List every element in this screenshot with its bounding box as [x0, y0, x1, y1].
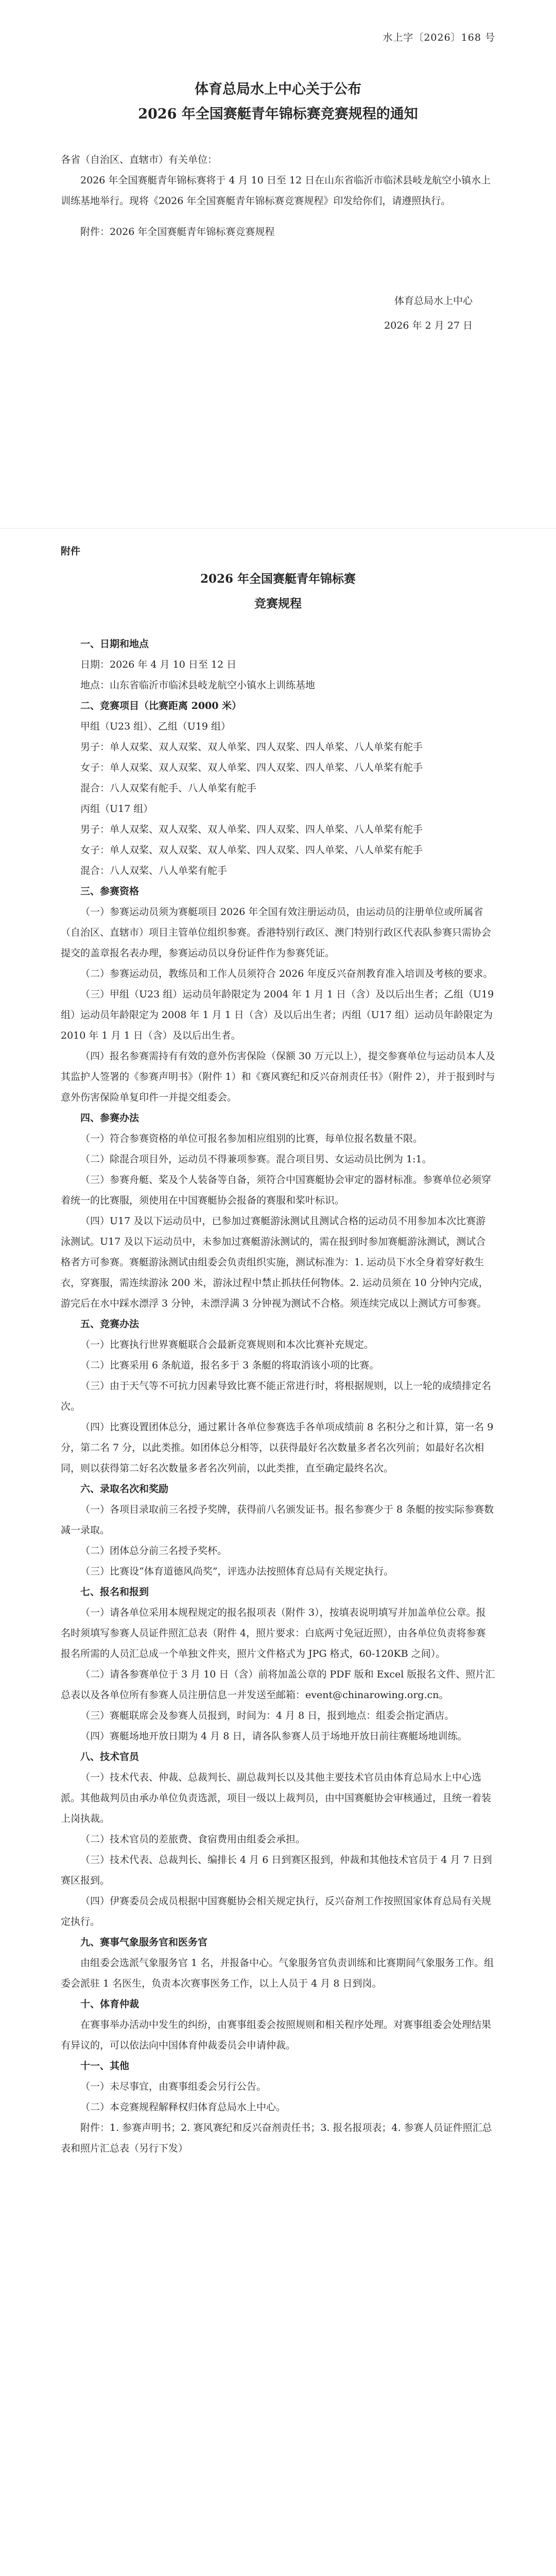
rule-paragraph: （三）赛艇联席会及参赛人员报到，时间为：4 月 8 日，报到地点：组委会指定酒店。 [80, 1710, 455, 1721]
notice-body [61, 149, 495, 242]
rule-paragraph: 甲组（U23 组）、乙组（U19 组） [80, 721, 231, 732]
rule-paragraph: （三）甲组（U23 组）运动员年龄限定为 2004 年 1 月 1 日（含）及以后出生者；乙组（U19 组）运动员年龄限定为 2008 年 1 月 1 日（含）及以后出生者；丙组（U17 组）运动员年龄限定为 2010 年 1 月 1 日（含）及以后出生者。 [61, 989, 494, 1041]
appendix-title [61, 567, 495, 616]
rule-paragraph: （二）请各参赛单位于 3 月 10 日（含）前将加盖公章的 PDF 版和 Excel 版报名文件、照片汇总表以及各单位所有参赛人员注册信息一并发送至邮箱：event@chinarowing.org.cn。 [61, 1669, 495, 1701]
section-heading: 七、报名和报到 [80, 1586, 149, 1598]
rule-paragraph: （一）各项目录取前三名授予奖牌，获得前八名颁发证书。报名参赛少于 8 条艇的按实际参赛数减一录取。 [61, 1504, 494, 1536]
section-heading: 十一、其他 [80, 2060, 130, 2072]
rule-paragraph: 男子：单人双桨、双人双桨、双人单桨、四人双桨、四人单桨、八人单桨有舵手 [80, 741, 423, 753]
rule-paragraph: （二）团体总分前三名授予奖杯。 [80, 1545, 228, 1556]
notice-header [61, 77, 495, 127]
rule-paragraph: （四）伊赛委员会成员根据中国赛艇协会相关规定执行，反兴奋剂工作按照国家体育总局有关规定执行。 [61, 1895, 492, 1927]
rule-paragraph: （四）U17 及以下运动员中，已参加过赛艇游泳测试且测试合格的运动员不用参加本次比赛游泳测试。U17 及以下运动员中，未参加过赛艇游泳测试的，需在报到时参加赛艇游泳测试，测试合格者方可参赛。赛艇游泳测试由组委会负责组织实施，测试标准为：1. 运动员下水全身着穿好救生衣，穿赛服，需连续游泳 200 米，游泳过程中禁止抓扶任何物体。2. 运动员须在 10 分钟内完成，游完后在水中踩水漂浮 3 分钟，未漂浮满 3 分钟视为测试不合格。须连续完成以上测试方可参赛。 [61, 1215, 489, 1309]
section-heading: 二、竞赛项目（比赛距离 2000 米） [80, 700, 242, 711]
rule-paragraph: （一）未尽事宜，由赛事组委会另行公告。 [80, 2081, 267, 2092]
document-number: 水上字〔2026〕168 号 [383, 32, 495, 43]
rule-paragraph: （二）技术官员的差旅费、食宿费用由组委会承担。 [80, 1834, 306, 1845]
rule-paragraph: （二）参赛运动员，教练员和工作人员须符合 2026 年度反兴奋剂教育准入培训及考核的要求。 [80, 968, 493, 979]
rule-paragraph: （一）符合参赛资格的单位可报名参加相应组别的比赛，每单位报名数量不限。 [80, 1133, 423, 1144]
rule-paragraph: （三）参赛舟艇、桨及个人装备等自备，须符合中国赛艇协会审定的器材标准。参赛单位必须穿着统一的比赛服，须使用在中国赛艇协会报备的赛服和桨叶标识。 [61, 1174, 492, 1206]
rule-paragraph: 男子：单人双桨、双人双桨、双人单桨、四人双桨、四人单桨、八人单桨有舵手 [80, 824, 423, 835]
rule-paragraph: 丙组（U17 组） [80, 803, 153, 815]
section-heading: 九、赛事气象服务官和医务官 [80, 1937, 208, 1948]
appendix-title-line2: 竞赛规程 [254, 597, 302, 611]
rule-paragraph: （一）参赛运动员须为赛艇项目 2026 年全国有效注册运动员，由运动员的注册单位或所属省（自治区、直辖市）项目主管单位组织参赛。香港特别行政区、澳门特别行政区代表队参赛只需协会提交的盖章报名表办理，参赛运动员以身份证件作为参赛凭证。 [61, 906, 492, 959]
notice-title-line1: 体育总局水上中心关于公布 [195, 81, 361, 97]
rule-paragraph: 地点：山东省临沂市临沭县岐龙航空小镇水上训练基地 [80, 680, 316, 691]
section-heading: 三、参赛资格 [80, 886, 140, 897]
section-heading: 五、竞赛办法 [80, 1318, 140, 1330]
rule-paragraph: （三）由于天气等不可抗力因素导致比赛不能正常进行时，将根据规则，以上一轮的成绩排定名次。 [61, 1380, 492, 1412]
appendix-label: 附件 [61, 546, 81, 557]
rule-paragraph: （四）报名参赛需持有有效的意外伤害保险（保额 30 万元以上），提交参赛单位与运动员本人及其监护人签署的《参赛声明书》（附件 1）和《赛风赛纪和反兴奋剂责任书》（附件 2），并于报到时与意外伤害保险单复印件一并提交组委会。 [61, 1050, 495, 1103]
rule-paragraph: 在赛事举办活动中发生的纠纷，由赛事组委会按照规则和相关程序处理。对赛事组委会处理结果有异议的，可以依法向中国体育仲裁委员会申请仲裁。 [61, 2019, 492, 2051]
rule-paragraph: 女子：单人双桨、双人双桨、双人单桨、四人双桨、四人单桨、八人单桨有舵手 [80, 762, 423, 773]
attachment-line: 附件：2026 年全国赛艇青年锦标赛竞赛规程 [80, 226, 275, 238]
rule-paragraph: 女子：单人双桨、双人双桨、双人单桨、四人双桨、四人单桨、八人单桨有舵手 [80, 844, 423, 856]
rule-paragraph: （一）技术代表、仲裁、总裁判长、副总裁判长以及其他主要技术官员由体育总局水上中心选派。其他裁判员由承办单位负责选派，项目一级以上裁判员，由中国赛艇协会审核通过，且统一着装上岗执裁。 [61, 1772, 492, 1824]
section-heading: 六、录取名次和奖励 [80, 1483, 169, 1495]
rule-paragraph: 混合：八人双桨、八人单桨有舵手 [80, 865, 228, 876]
rules-body [61, 634, 495, 2159]
rule-paragraph: 由组委会选派气象服务官 1 名，并报备中心。气象服务官负责训练和比赛期间气象服务工作。组委会派驻 1 名医生，负责本次赛事医务工作，以上人员于 4 月 8 日到岗。 [61, 1957, 494, 1989]
rule-paragraph: （二）比赛采用 6 条航道，报名多于 3 条艇的将取消该小项的比赛。 [80, 1360, 379, 1371]
rule-paragraph: （二）除混合项目外，运动员不得兼项参赛。混合项目男、女运动员比例为 1:1。 [80, 1154, 432, 1165]
notice-paragraph: 2026 年全国赛艇青年锦标赛将于 4 月 10 日至 12 日在山东省临沂市临沭县岐龙航空小镇水上训练基地举行。现将《2026 年全国赛艇青年锦标赛竞赛规程》印发给你们，请遵照执行。 [61, 175, 491, 207]
salutation: 各省（自治区、直辖市）有关单位： [61, 154, 218, 165]
rule-paragraph: （一）比赛执行世界赛艇联合会最新竞赛规则和本次比赛补充规定。 [80, 1339, 374, 1350]
signature-date: 2026 年 2 月 27 日 [384, 320, 473, 331]
notice-title-line2: 2026 年全国赛艇青年锦标赛竞赛规程的通知 [138, 106, 418, 122]
section-heading: 一、日期和地点 [80, 638, 149, 650]
section-heading: 十、体育仲裁 [80, 1998, 140, 2010]
appendix-title-line1: 2026 年全国赛艇青年锦标赛 [200, 572, 356, 586]
rule-paragraph: （四）赛艇场地开放日期为 4 月 8 日，请各队参赛人员于场地开放日前往赛艇场地训练。 [80, 1731, 467, 1742]
page-divider [0, 528, 556, 529]
rule-paragraph: （一）请各单位采用本规程规定的报名报项表（附件 3），按填表说明填写并加盖单位公章。报名时须填写参赛人员证件照汇总表（附件 4，照片要求：白底两寸免冠近照），由各单位负责将参赛报名所需的人员汇总成一个单独文件夹，照片文件格式为 JPG 格式，60-120KB 之间）。 [61, 1607, 486, 1659]
section-heading: 四、参赛办法 [80, 1112, 140, 1124]
rule-paragraph: 附件：1. 参赛声明书；2. 赛风赛纪和反兴奋剂责任书；3. 报名报项表；4. 参赛人员证件照汇总表和照片汇总表（另行下发） [61, 2122, 492, 2154]
rule-paragraph: （四）比赛设置团体总分，通过累计各单位参赛选手各单项成绩前 8 名积分之和计算，第一名 9 分，第二名 7 分，以此类推。如团体总分相等，以获得最好名次数量多者名次列前；如最好名次相同，则以获得第二好名次数量多者名次列前，以此类推，直至确定最终名次。 [61, 1421, 494, 1474]
rule-paragraph: （三）技术代表、总裁判长、编排长 4 月 6 日到赛区报到，仲裁和其他技术官员于 4 月 7 日到赛区报到。 [61, 1854, 492, 1886]
rule-paragraph: 混合：八人双桨有舵手、八人单桨有舵手 [80, 783, 257, 794]
rule-paragraph: 日期：2026 年 4 月 10 日至 12 日 [80, 659, 237, 670]
signer: 体育总局水上中心 [394, 295, 473, 307]
signature-block [61, 289, 495, 338]
section-heading: 八、技术官员 [80, 1751, 140, 1762]
rule-paragraph: （二）本竞赛规程解释权归体育总局水上中心。 [80, 2102, 286, 2113]
rule-paragraph: （三）比赛设“体育道德风尚奖”，评选办法按照体育总局有关规定执行。 [80, 1566, 394, 1577]
